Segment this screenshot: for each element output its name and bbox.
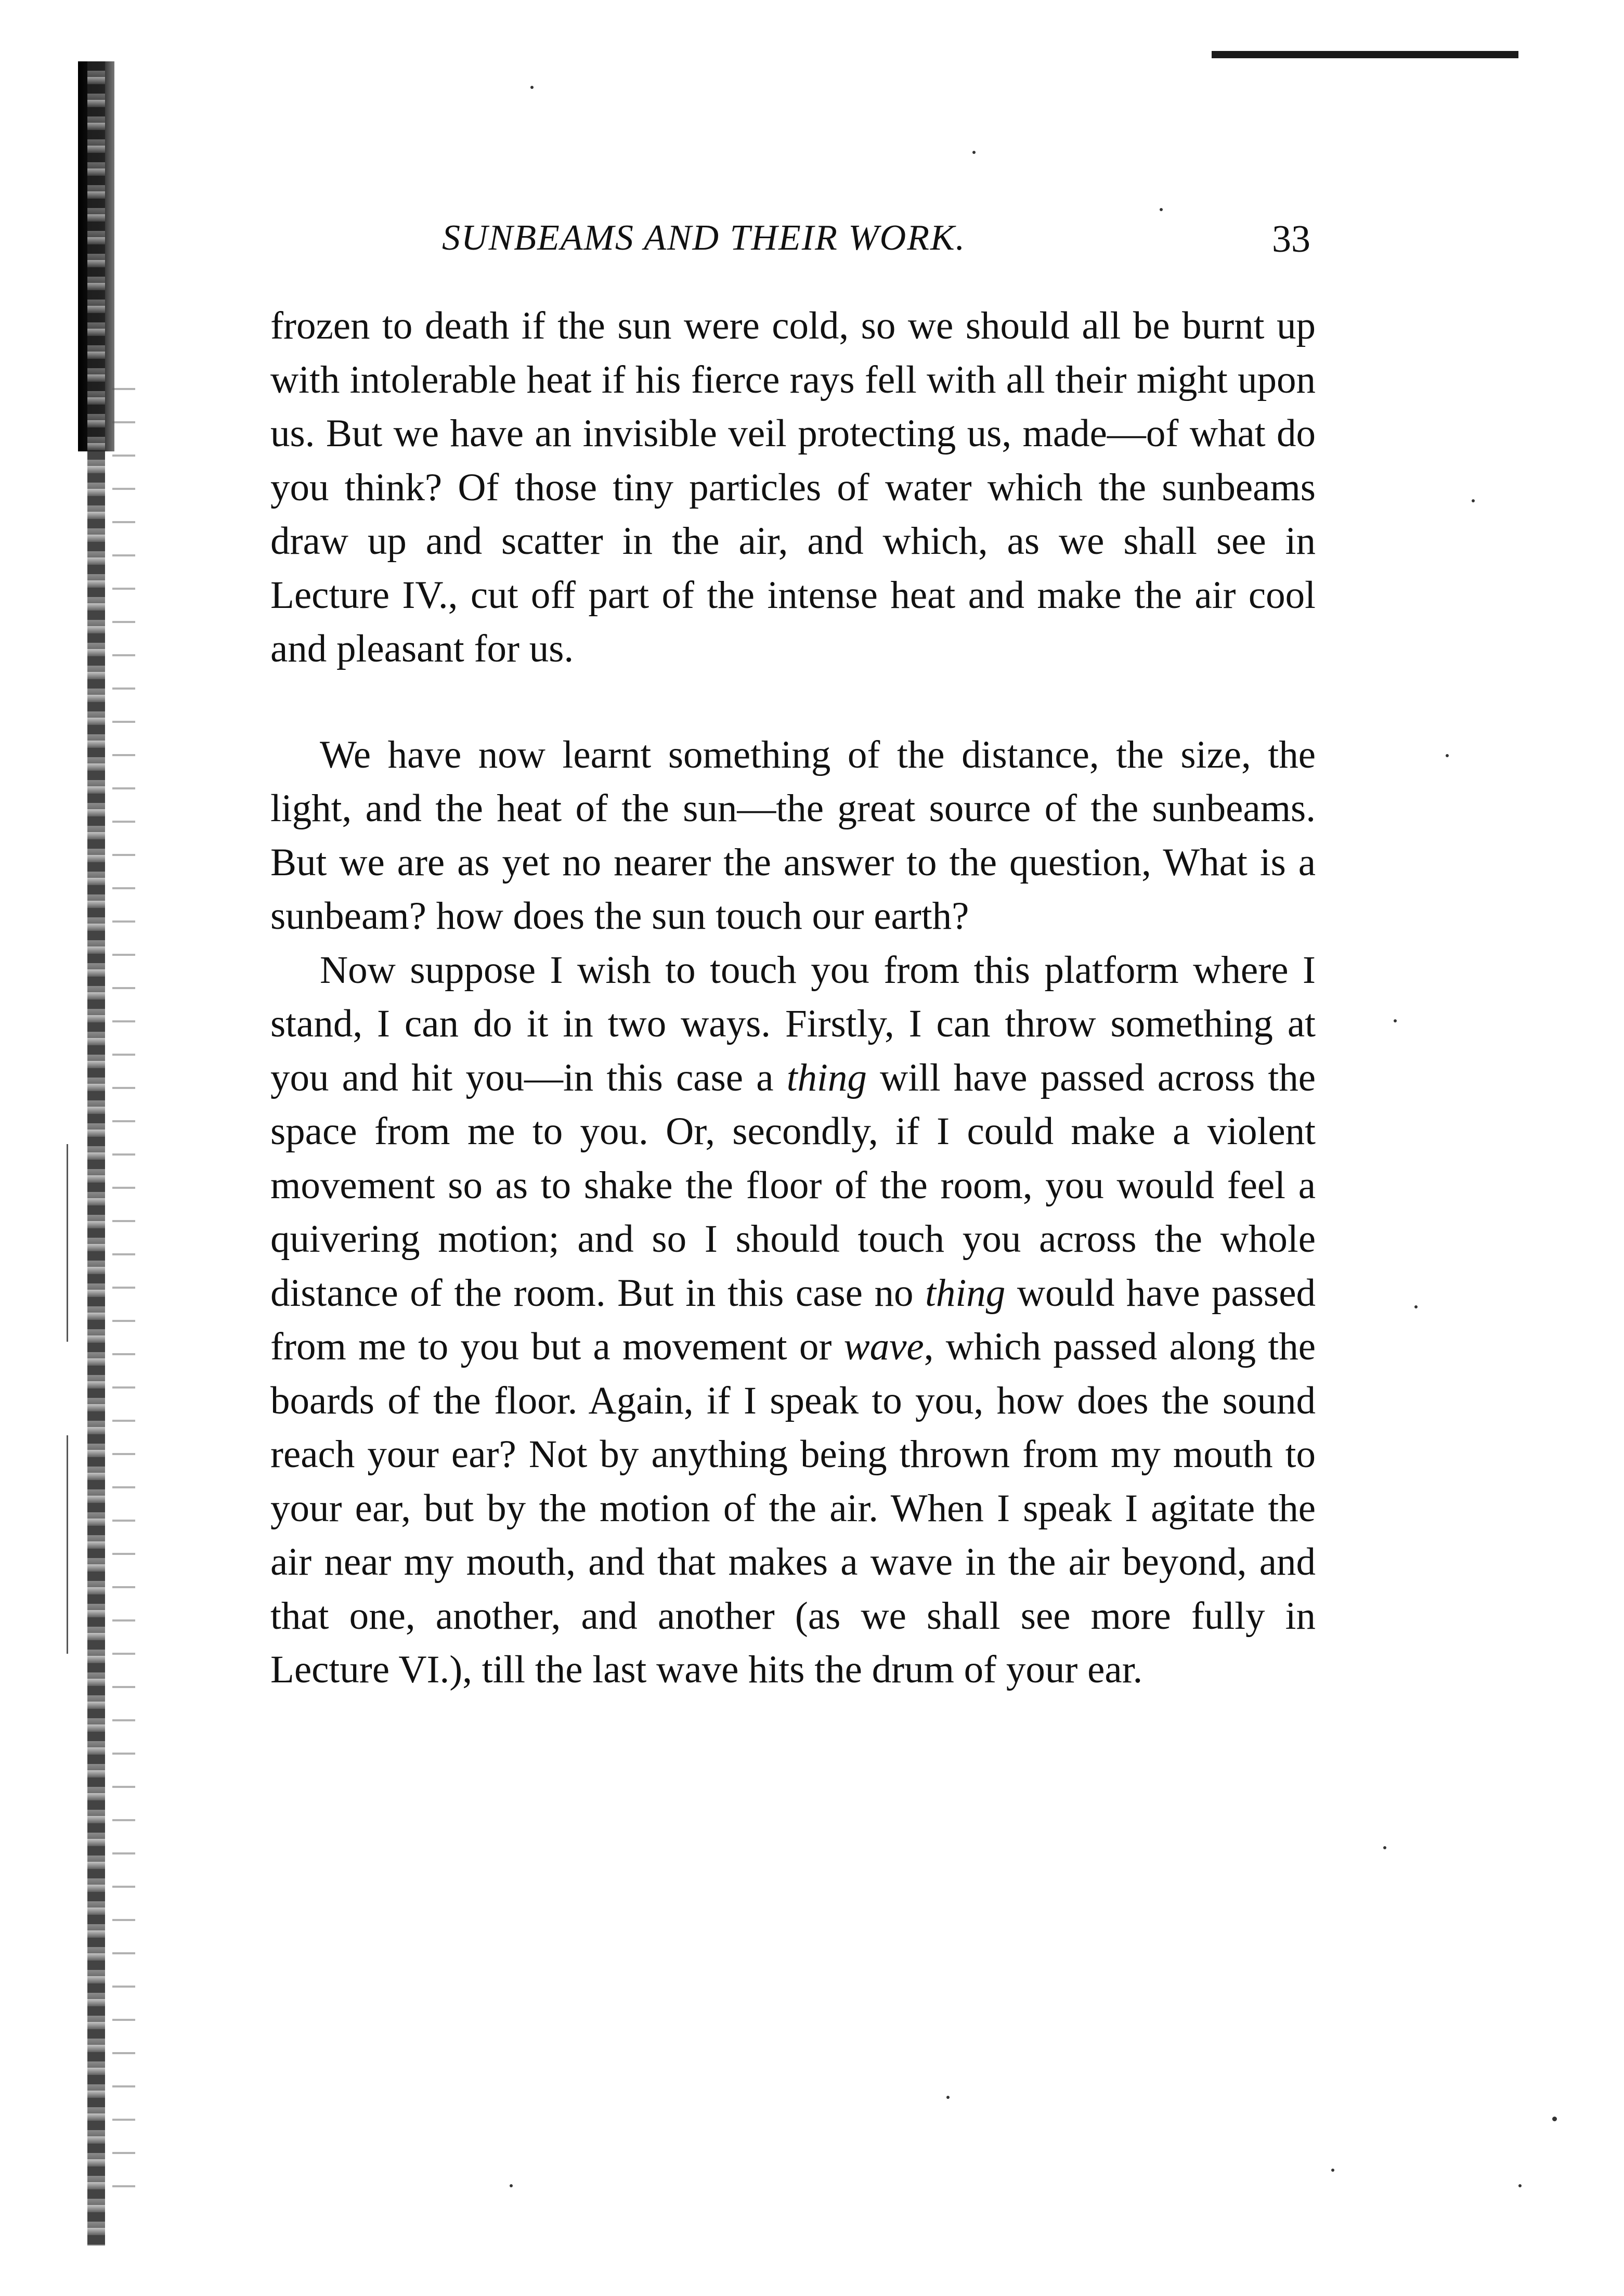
scan-speck bbox=[1414, 1305, 1418, 1308]
scan-speck bbox=[1160, 208, 1163, 211]
scan-speck bbox=[1552, 2117, 1557, 2121]
page-number: 33 bbox=[1272, 218, 1310, 261]
paragraph-text: would have passed from me to you but a movement or bbox=[270, 1271, 1316, 1368]
scan-speck bbox=[510, 2184, 513, 2187]
binding-edge bbox=[87, 61, 105, 2246]
scan-speck bbox=[1394, 1019, 1397, 1022]
italic-word: thing bbox=[925, 1271, 1006, 1315]
page-body bbox=[270, 299, 1316, 1697]
scan-speck bbox=[1446, 754, 1449, 757]
margin-line bbox=[67, 1435, 68, 1654]
scan-speck bbox=[1383, 1846, 1386, 1849]
scan-speck bbox=[946, 2096, 950, 2099]
scan-speck bbox=[1472, 499, 1475, 502]
italic-word: wave bbox=[843, 1325, 924, 1368]
paragraph: We have now learnt something of the distance, the size, the light, and the heat of the sun—the great source of the sunbeams. But we are as yet no nearer the answer to the question, What is a sunbeam? how does the sun touch our earth? bbox=[270, 733, 1316, 938]
italic-word: thing bbox=[786, 1056, 867, 1099]
scan-speck bbox=[1331, 2169, 1334, 2172]
paragraph-text: , which passed along the boards of the floor. Again, if I speak to you, how does the sound reach your ear? Not by anything being thrown from my mouth to your ear, but by the motion of the air. When I speak I agitate the air near my mouth, and that makes a wave in the air beyond, and that one, another, and another (as we shall see more fully in Lecture VI.), till the last wave hits the drum of your ear. bbox=[270, 1325, 1316, 1691]
margin-line bbox=[67, 1144, 68, 1342]
page-header bbox=[270, 217, 1310, 275]
paragraph: frozen to death if the sun were cold, so we should all be burnt up with intolerable heat if his fierce rays fell with all their might upon us. But we have an invisible veil protecting us, made—of what do you think? Of those tiny particles of water which the sunbeams draw up and scatter in the air, and which, as we shall see in Lecture IV., cut off part of the intense heat and make the air cool and pleasant for us. bbox=[270, 304, 1316, 670]
top-scan-rule bbox=[1212, 51, 1518, 58]
paragraph bbox=[270, 943, 1316, 1697]
binding-speckle bbox=[112, 374, 135, 2195]
paragraph-text: will have passed across the space from me to you. Or, secondly, if I could make a violent movement so as to shake the floor of the room, you would feel a quivering motion; and so I should touch you across the whole distance of the room. But in this case no bbox=[270, 1056, 1316, 1315]
paragraph-text: Now suppose I wish to touch you from this platform where I stand, I can do it in two ways. Firstly, I can throw something at you and hit you—in this case a bbox=[270, 948, 1316, 1099]
scan-speck bbox=[1518, 2184, 1522, 2187]
running-title: SUNBEAMS AND THEIR WORK. bbox=[442, 218, 966, 258]
scan-speck bbox=[530, 86, 534, 89]
scan-speck bbox=[972, 151, 976, 154]
